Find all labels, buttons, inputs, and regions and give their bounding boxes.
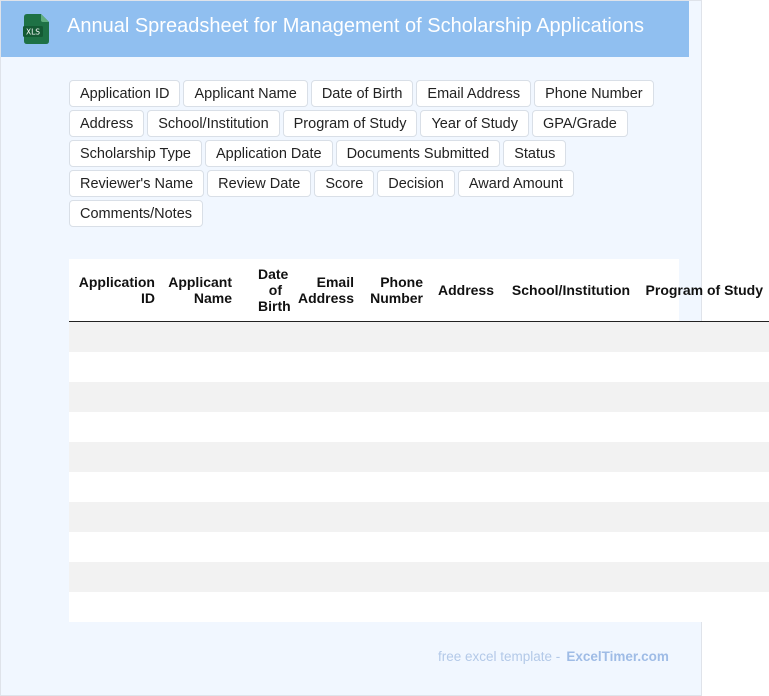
column-header: Program of Study [639, 259, 769, 321]
table-cell[interactable] [69, 472, 161, 502]
table-row [69, 532, 769, 562]
table-body [69, 321, 769, 622]
table-cell[interactable] [288, 472, 360, 502]
table-cell[interactable] [639, 352, 769, 382]
table-cell[interactable] [238, 562, 288, 592]
table-cell[interactable] [505, 562, 639, 592]
table-cell[interactable] [360, 412, 429, 442]
field-chip: Decision [377, 170, 455, 197]
column-header: School/Institution [505, 259, 639, 321]
table-cell[interactable] [639, 592, 769, 622]
table-cell[interactable] [360, 562, 429, 592]
field-chip: Documents Submitted [336, 140, 501, 167]
table-cell[interactable] [505, 382, 639, 412]
table-header-row [69, 259, 769, 321]
table-cell[interactable] [639, 502, 769, 532]
table-row [69, 442, 769, 472]
table-cell[interactable] [360, 321, 429, 352]
table-cell[interactable] [69, 442, 161, 472]
table-cell[interactable] [360, 592, 429, 622]
table-cell[interactable] [360, 382, 429, 412]
table-row [69, 592, 769, 622]
field-chip: School/Institution [147, 110, 279, 137]
table-cell[interactable] [360, 442, 429, 472]
field-chip: Award Amount [458, 170, 574, 197]
table-cell[interactable] [429, 532, 505, 562]
table-cell[interactable] [238, 442, 288, 472]
table-cell[interactable] [161, 502, 238, 532]
table-cell[interactable] [639, 562, 769, 592]
column-header: Address [429, 259, 505, 321]
table-cell[interactable] [161, 382, 238, 412]
table-cell[interactable] [69, 592, 161, 622]
table-cell[interactable] [429, 442, 505, 472]
field-chip: GPA/Grade [532, 110, 628, 137]
page-title: Annual Spreadsheet for Management of Scholarship Applications [67, 15, 645, 37]
table-cell[interactable] [238, 472, 288, 502]
table-cell[interactable] [429, 321, 505, 352]
table-cell[interactable] [288, 592, 360, 622]
field-chip: Reviewer's Name [69, 170, 204, 197]
field-list [69, 80, 679, 227]
table-cell[interactable] [288, 352, 360, 382]
table-cell[interactable] [161, 412, 238, 442]
table-cell[interactable] [69, 412, 161, 442]
table-cell[interactable] [288, 321, 360, 352]
table-cell[interactable] [505, 532, 639, 562]
field-chip: Applicant Name [183, 80, 307, 107]
table-row [69, 321, 769, 352]
table-cell[interactable] [238, 352, 288, 382]
table-cell[interactable] [639, 382, 769, 412]
field-chip: Phone Number [534, 80, 654, 107]
table-cell[interactable] [238, 502, 288, 532]
table-cell[interactable] [161, 472, 238, 502]
table-cell[interactable] [161, 442, 238, 472]
field-chip: Scholarship Type [69, 140, 202, 167]
table-cell[interactable] [639, 472, 769, 502]
table-cell[interactable] [69, 382, 161, 412]
table-row [69, 352, 769, 382]
field-chip: Review Date [207, 170, 311, 197]
field-chip: Application ID [69, 80, 180, 107]
field-chip: Application Date [205, 140, 333, 167]
column-header: Date of Birth [238, 259, 288, 321]
table-cell[interactable] [161, 562, 238, 592]
table-cell[interactable] [429, 592, 505, 622]
column-header: Applicant Name [161, 259, 238, 321]
table-row [69, 412, 769, 442]
table-cell[interactable] [429, 562, 505, 592]
application-table [69, 259, 769, 622]
table-cell[interactable] [161, 592, 238, 622]
table-cell[interactable] [69, 321, 161, 352]
table-cell[interactable] [639, 442, 769, 472]
table-row [69, 562, 769, 592]
table-cell[interactable] [429, 352, 505, 382]
table-cell[interactable] [429, 502, 505, 532]
table-cell[interactable] [505, 592, 639, 622]
table-cell[interactable] [69, 352, 161, 382]
table-cell[interactable] [360, 502, 429, 532]
table-cell[interactable] [429, 472, 505, 502]
field-chip: Email Address [416, 80, 531, 107]
column-header: Application ID [69, 259, 161, 321]
table-cell[interactable] [505, 442, 639, 472]
field-chip: Address [69, 110, 144, 137]
table-row [69, 502, 769, 532]
table-cell[interactable] [505, 352, 639, 382]
table-cell[interactable] [639, 412, 769, 442]
table-cell[interactable] [360, 472, 429, 502]
table-cell[interactable] [238, 321, 288, 352]
table-cell[interactable] [161, 321, 238, 352]
page-header [1, 1, 689, 57]
table-cell[interactable] [429, 412, 505, 442]
table-cell[interactable] [69, 502, 161, 532]
table-row [69, 382, 769, 412]
table-cell[interactable] [360, 532, 429, 562]
column-header: Email Address [288, 259, 360, 321]
table-cell[interactable] [288, 412, 360, 442]
field-chip: Program of Study [283, 110, 418, 137]
table-cell[interactable] [429, 382, 505, 412]
table-cell[interactable] [639, 532, 769, 562]
table-cell[interactable] [505, 412, 639, 442]
field-chip: Status [503, 140, 566, 167]
footer-brand-link[interactable]: ExcelTimer.com [566, 649, 669, 664]
table-cell[interactable] [288, 502, 360, 532]
xls-icon-label: XLS [25, 27, 41, 37]
spreadsheet-file-icon [23, 14, 49, 44]
table-cell[interactable] [238, 532, 288, 562]
table-row [69, 472, 769, 502]
table-cell[interactable] [288, 382, 360, 412]
table-cell[interactable] [288, 532, 360, 562]
table-cell[interactable] [288, 562, 360, 592]
table-cell[interactable] [69, 562, 161, 592]
table-cell[interactable] [360, 352, 429, 382]
table-cell[interactable] [69, 532, 161, 562]
table-cell[interactable] [505, 472, 639, 502]
table-cell[interactable] [238, 412, 288, 442]
table-cell[interactable] [238, 382, 288, 412]
column-header: Phone Number [360, 259, 429, 321]
table-cell[interactable] [161, 352, 238, 382]
table-cell[interactable] [505, 321, 639, 352]
field-chip: Score [314, 170, 374, 197]
table-cell[interactable] [161, 532, 238, 562]
field-chip: Year of Study [420, 110, 529, 137]
table-cell[interactable] [288, 442, 360, 472]
footer-credit [438, 649, 669, 664]
footer-text: free excel template - [438, 649, 561, 664]
field-chip: Comments/Notes [69, 200, 203, 227]
application-table-container[interactable] [69, 259, 763, 621]
table-cell[interactable] [238, 592, 288, 622]
field-chip: Date of Birth [311, 80, 414, 107]
table-cell[interactable] [639, 321, 769, 352]
table-cell[interactable] [505, 502, 639, 532]
